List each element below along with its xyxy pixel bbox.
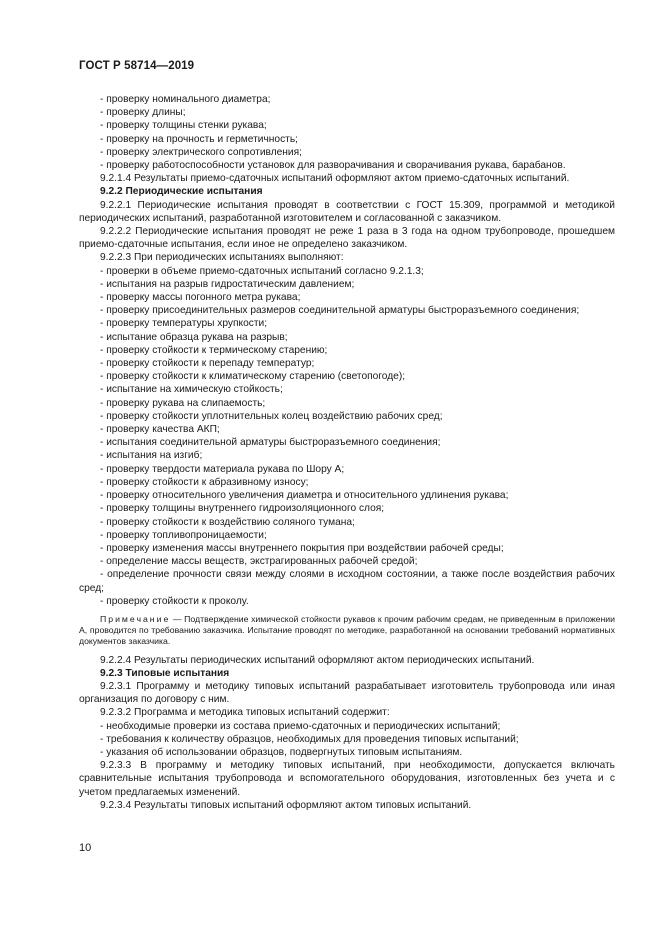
list-item: - проверку номинального диаметра; bbox=[100, 94, 271, 105]
list-item: - проверку стойкости к абразивному износу; bbox=[100, 476, 309, 488]
list-item: - проверку стойкости к воздействию соляного тумана; bbox=[100, 516, 355, 528]
paragraph: 9.2.2.4 Результаты периодических испытаний оформляют актом периодических испытаний. bbox=[100, 654, 535, 666]
paragraph: 9.2.2.2 Периодические испытания проводят не реже 1 раза в 3 года на одном трубопроводе, прошедшем приемо-сдаточные испытания, если иное не определено заказчиком. bbox=[79, 226, 615, 251]
list-item: - проверку стойкости к перепаду температур; bbox=[100, 358, 315, 370]
list-item: - проверку стойкости уплотнительных колец воздействию рабочих сред; bbox=[100, 410, 443, 422]
list-item: - проверку длины; bbox=[100, 107, 186, 119]
note-paragraph bbox=[79, 614, 615, 648]
paragraph: 9.2.3.3 В программу и методику типовых испытаний, при необходимости, допускается включать сравнительные испытания трубопровода и вспомогательного оборудования, изготовленных без учета и с учетом предлагаемых изменений. bbox=[79, 760, 615, 798]
list-item: - проверку стойкости к проколу. bbox=[100, 595, 249, 607]
paragraph: 9.2.1.4 Результаты приемо-сдаточных испытаний оформляют актом приемо-сдаточных испытаний. bbox=[100, 173, 570, 185]
section-heading: 9.2.3 Типовые испытания bbox=[100, 667, 230, 679]
list-item: - проверку рукава на слипаемость; bbox=[100, 397, 266, 409]
list-item: - определение прочности связи между слоями в исходном состоянии, а также после воздействия рабочих сред; bbox=[79, 569, 615, 594]
list-item: - определение массы веществ, экстрагированных рабочей средой; bbox=[100, 556, 418, 568]
note-text: — Подтверждение химической стойкости рукавов к прочим рабочим средам, не приведенным в приложении А, проводится по требованию заказчика. Испытание проводят по методике, разработанной на основании требований нормативных документов заказчика. bbox=[79, 613, 615, 647]
document-header: ГОСТ Р 58714—2019 bbox=[79, 60, 195, 72]
page-number: 10 bbox=[79, 842, 92, 854]
list-item: - испытание на химическую стойкость; bbox=[100, 384, 283, 396]
paragraph: 9.2.3.1 Программу и методику типовых испытаний разрабатывает изготовитель трубопровода или иная организация по договору с ним. bbox=[79, 680, 615, 706]
list-item: - проверку топливопроницаемости; bbox=[100, 529, 267, 541]
list-item: - проверку температуры хрупкости; bbox=[100, 318, 268, 330]
paragraph: 9.2.3.4 Результаты типовых испытаний оформляют актом типовых испытаний. bbox=[100, 799, 472, 811]
list-item: - проверку относительного увеличения диаметра и относительного удлинения рукава; bbox=[100, 490, 509, 502]
list-item: - испытания соединительной арматуры быстроразъемного соединения; bbox=[100, 437, 441, 449]
document-body bbox=[79, 93, 615, 812]
list-item: - необходимые проверки из состава приемо-сдаточных и периодических испытаний; bbox=[100, 720, 501, 732]
list-item: - испытания на изгиб; bbox=[100, 450, 203, 462]
list-item: - указания об использовании образцов, подвергнутых типовым испытаниям. bbox=[100, 746, 463, 758]
list-item: - проверку стойкости к климатическому старению (светопогоде); bbox=[100, 371, 406, 383]
list-item: - проверки в объеме приемо-сдаточных испытаний согласно 9.2.1.3; bbox=[100, 265, 424, 277]
section-heading: 9.2.2 Периодические испытания bbox=[100, 186, 263, 198]
list-item: - проверку работоспособности установок для разворачивания и сворачивания рукава, барабанов. bbox=[100, 160, 566, 172]
list-item: - проверку электрического сопротивления; bbox=[100, 146, 302, 158]
list-item: - проверку толщины внутреннего гидроизоляционного слоя; bbox=[100, 503, 385, 515]
note-label: Примечание bbox=[100, 613, 171, 624]
list-item: - испытания на разрыв гидростатическим давлением; bbox=[100, 278, 355, 290]
list-item: - проверку твердости материала рукава по Шору А; bbox=[100, 463, 345, 475]
list-item: - проверку качества АКП; bbox=[100, 424, 220, 436]
paragraph: 9.2.2.3 При периодических испытаниях выполняют: bbox=[100, 252, 344, 264]
list-item: - проверку на прочность и герметичность; bbox=[100, 133, 298, 145]
paragraph: 9.2.3.2 Программа и методика типовых испытаний содержит: bbox=[100, 707, 390, 719]
list-item: - проверку изменения массы внутреннего покрытия при воздействии рабочей среды; bbox=[100, 542, 504, 554]
list-item: - проверку присоединительных размеров соединительной арматуры быстроразъемного соединения; bbox=[100, 305, 580, 317]
list-item: - проверку массы погонного метра рукава; bbox=[100, 292, 301, 304]
list-item: - проверку стойкости к термическому старению; bbox=[100, 344, 328, 356]
list-item: - испытание образца рукава на разрыв; bbox=[100, 331, 288, 343]
paragraph: 9.2.2.1 Периодические испытания проводят в соответствии с ГОСТ 15.309, программой и методикой периодических испытаний, разработанной изготовителем и согласованной с заказчиком. bbox=[79, 199, 615, 224]
list-item: - проверку толщины стенки рукава; bbox=[100, 120, 267, 132]
list-item: - требования к количеству образцов, необходимых для проведения типовых испытаний; bbox=[100, 733, 519, 745]
